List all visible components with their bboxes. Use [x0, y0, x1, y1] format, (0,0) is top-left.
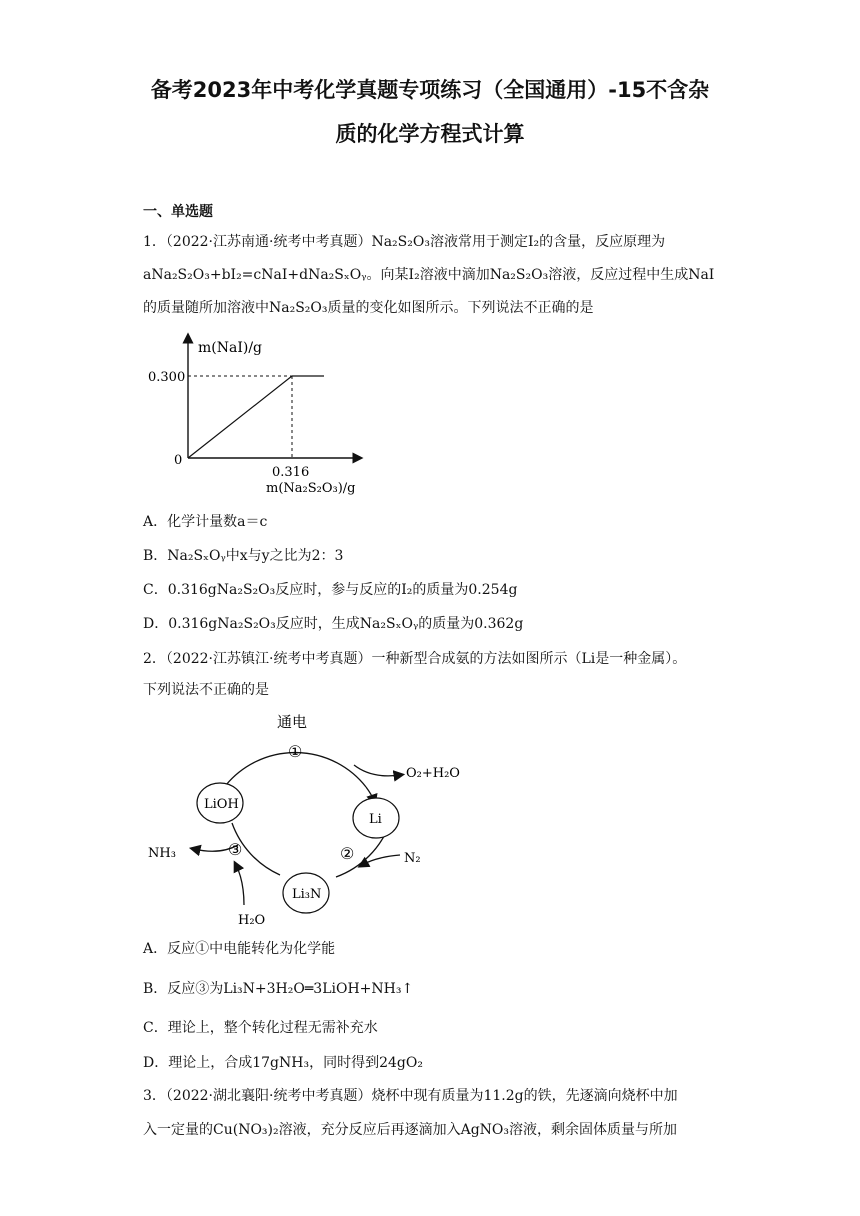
question-2-option-c: C．理论上，整个转化过程无需补充水 [143, 1020, 378, 1036]
nh3-label: NH₃ [148, 846, 176, 861]
question-2-line-1 [143, 652, 686, 666]
o2-h2o-label: O₂+H₂O [406, 766, 460, 781]
question-1-stem-1: Na₂S₂O₃溶液常用于测定I₂的含量，反应原理为 [371, 234, 666, 250]
question-2-option-d: D．理论上，合成17gNH₃，同时得到24gO₂ [143, 1055, 423, 1071]
ammonia-synthesis-cycle-diagram [140, 705, 500, 930]
question-2-line-2: 下列说法不正确的是 [143, 682, 269, 698]
question-1-line-1 [143, 235, 665, 249]
question-3-source: （2022·湖北襄阳·统考中考真题） [165, 1088, 372, 1104]
node-li3n-label: Li₃N [292, 887, 322, 902]
x-tick-label: 0.316 [272, 465, 310, 480]
n2-label: N₂ [404, 851, 421, 866]
arrow-from-h2o [236, 865, 244, 905]
question-2-stem-1: 一种新型合成氨的方法如图所示（Li是一种金属）。 [371, 651, 687, 667]
arrow-to-o2-h2o [354, 765, 400, 776]
origin-label: 0 [174, 453, 183, 468]
question-2-option-a: A．反应①中电能转化为化学能 [143, 941, 336, 957]
rising-line [188, 376, 292, 458]
question-2-option-b: B．反应③为Li₃N+3H₂O═3LiOH+NH₃↑ [143, 981, 414, 997]
energy-label: 通电 [277, 713, 308, 731]
step-1-label: ① [288, 742, 303, 761]
question-1-number: 1． [143, 234, 166, 250]
question-2-source: （2022·江苏镇江·统考中考真题） [165, 651, 372, 667]
nai-mass-graph [140, 330, 370, 500]
document-title-line-2: 质的化学方程式计算 [335, 122, 525, 146]
question-1-option-c: C．0.316gNa₂S₂O₃反应时，参与反应的I₂的质量为0.254g [143, 582, 518, 598]
y-axis-label: m(NaI)/g [198, 340, 263, 356]
question-1-line-3: 的质量随所加溶液中Na₂S₂O₃质量的变化如图所示。下列说法不正确的是 [143, 300, 594, 316]
question-3-line-2: 入一定量的Cu(NO₃)₂溶液，充分反应后再逐滴加入AgNO₃溶液，剩余固体质量与所加 [143, 1122, 678, 1138]
question-3-number: 3． [143, 1088, 166, 1104]
step-3-label: ③ [228, 840, 243, 859]
question-3-stem-1: 烧杯中现有质量为11.2g的铁，先逐滴向烧杯中加 [371, 1088, 678, 1104]
node-lioh-label: LiOH [204, 797, 239, 812]
question-1-line-2: aNa₂S₂O₃+bI₂=cNaI+dNa₂SₓOᵧ。向某I₂溶液中滴加Na₂S₂O₃溶液，反应过程中生成NaI [143, 267, 715, 283]
question-1-option-b: B．Na₂SₓOᵧ中x与y之比为2：3 [143, 548, 344, 564]
question-1-source: （2022·江苏南通·统考中考真题） [165, 234, 372, 250]
step-2-label: ② [340, 844, 355, 863]
question-2-number: 2． [143, 651, 166, 667]
question-1-option-a: A．化学计量数a＝c [143, 514, 268, 530]
section-heading: 一、单选题 [143, 204, 213, 220]
h2o-label: H₂O [238, 913, 266, 928]
y-tick-label: 0.300 [148, 370, 186, 385]
x-axis-label: m(Na₂S₂O₃)/g [266, 481, 356, 496]
question-1-option-d: D．0.316gNa₂S₂O₃反应时，生成Na₂SₓOᵧ的质量为0.362g [143, 616, 524, 632]
node-li-label: Li [369, 812, 382, 827]
document-title-line-1: 备考2023年中考化学真题专项练习（全国通用）-15不含杂 [150, 78, 710, 102]
question-3-line-1 [143, 1089, 678, 1103]
